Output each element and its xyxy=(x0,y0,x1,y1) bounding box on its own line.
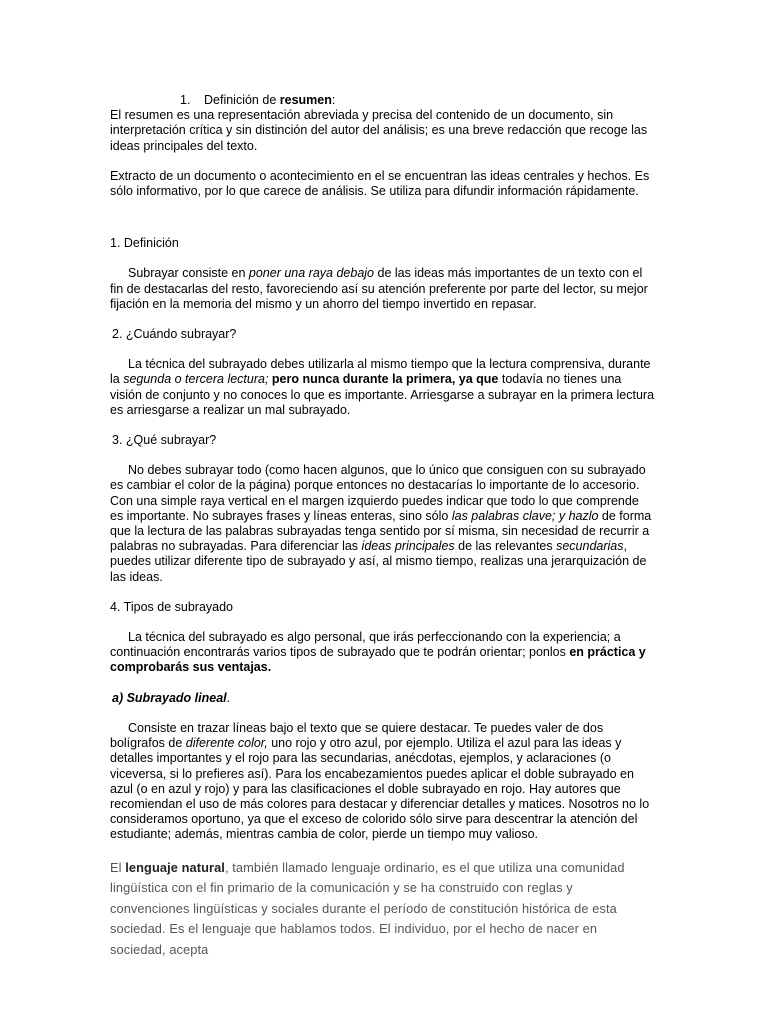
heading-colon: : xyxy=(331,93,336,107)
text-run: No debes subrayar todo (como hacen algunos, que lo único que consiguen con su subrayado es cambiar el color de la página) porque entonces no destacarías lo importante de lo accesorio. Con una simple raya vertical en el margen izquierdo puedes indicar que todo lo que comprende es importante. No subrayes frases y líneas enteras, sino sólo xyxy=(110,463,646,523)
paragraph-que-subrayar xyxy=(110,463,655,585)
text-run-italic: segunda o tercera lectura; xyxy=(123,372,269,387)
heading-cuando-subrayar: 2. ¿Cuándo subrayar? xyxy=(112,327,237,342)
heading-text: Definición de xyxy=(204,93,280,107)
paragraph-resumen-1: El resumen es una representación abreviada y precisa del contenido de un documento, sin interpretación crítica y sin distinción del autor del análisis; es una breve redacción que recoge las ideas principales del texto. xyxy=(110,108,648,153)
document-page xyxy=(110,93,655,960)
text-run-italic: diferente color, xyxy=(185,736,268,751)
heading-tipos-subrayado: 4. Tipos de subrayado xyxy=(110,599,233,614)
text-run: Consiste en trazar líneas bajo el texto que se quiere destacar. Te puedes valer de dos bolígrafos de xyxy=(110,720,604,751)
text-run-italic: ideas principales xyxy=(361,539,455,554)
text-run-bold: lenguaje natural xyxy=(125,859,225,875)
heading-definicion-resumen xyxy=(110,93,655,108)
paragraph-definicion xyxy=(110,266,655,312)
heading-subrayado-lineal xyxy=(110,691,655,706)
text-run: La técnica del subrayado debes utilizarla al mismo tiempo que la lectura comprensiva, durante la xyxy=(110,357,651,387)
text-run: El xyxy=(110,859,126,875)
text-run-bold: en práctica y comprobarás sus ventajas. xyxy=(110,645,646,675)
text-run: , puedes utilizar diferente tipo de subrayado y así, al mismo tiempo, realizas una jerarquización de las ideas. xyxy=(110,539,647,584)
heading-period: . xyxy=(226,690,231,705)
text-run-italic: poner una raya debajo xyxy=(248,266,375,281)
text-run: uno rojo y otro azul, por ejemplo. Utiliza el azul para las ideas y detalles importantes y el rojo para las secundarias, anécdotas, ejemplos, y aclaraciones (o viceversa, si lo prefieres así). Para los encabezamientos puedes aplicar el doble subrayado en azul (o en azul y rojo) y para las clasificaciones el doble subrayado en rojo. Hay autores que recomiendan el uso de más colores para destacar y diferenciar detalles y matices. Nosotros no lo consideramos oportuno, ya que el exceso de colorido sólo sirve para descentrar la atención del estudiante; además, mientras cambia de color, pierde un tiempo muy valioso. xyxy=(110,736,650,842)
text-run: Subrayar consiste en xyxy=(128,266,249,281)
text-run: La técnica del subrayado es algo personal, que irás perfeccionando con la experiencia; a continuación encontrarás varios tipos de subrayado que te podrán orientar; ponlos xyxy=(110,630,621,660)
paragraph-tipos-subrayado xyxy=(110,630,655,676)
text-run: todavía no tienes una visión de conjunto y no conoces lo que es importante. Arriesgarse a subrayar en la primera lectura es arriesgarse a realizar un mal subrayado. xyxy=(110,372,655,417)
paragraph-lenguaje-natural xyxy=(110,858,655,961)
heading-number: 1. xyxy=(180,93,191,107)
paragraph-resumen-2: Extracto de un documento o acontecimiento en el se encuentran las ideas centrales y hechos. Es sólo informativo, por lo que carece de análisis. Se utiliza para difundir información rápidamente. xyxy=(110,168,650,199)
paragraph-subrayado-lineal xyxy=(110,721,655,843)
heading-que-subrayar: 3. ¿Qué subrayar? xyxy=(112,433,217,448)
heading-definicion: 1. Definición xyxy=(110,236,179,251)
heading-text: a) Subrayado lineal xyxy=(112,690,227,705)
text-run: , también llamado lenguaje ordinario, es el que utiliza una comunidad lingüística con el fin primario de la comunicación y se ha construido con reglas y convenciones lingüísticas y sociales durante el período de constitución histórica de esta sociedad. Es el lenguaje que hablamos todos. El individuo, por el hecho de nacer en sociedad, acepta xyxy=(110,859,625,957)
text-run-bold: pero nunca durante la primera, ya que xyxy=(271,372,499,387)
text-run: de forma que la lectura de las palabras subrayadas tenga sentido por sí misma, sin necesidad de recurrir a palabras no subrayadas. Para diferenciar las xyxy=(110,508,652,554)
paragraph-cuando-subrayar xyxy=(110,357,655,418)
text-run: de las ideas más importantes de un texto con el fin de destacarlas del resto, favoreciendo así su atención preferente por parte del lector, su mejor fijación en la memoria del mismo y un ahorro del tiempo invertido en repasar. xyxy=(110,266,648,311)
text-run-italic: secundarias xyxy=(556,539,624,554)
heading-bold: resumen xyxy=(279,93,332,107)
text-run-italic: las palabras clave; y hazlo xyxy=(451,508,599,523)
text-run: de las relevantes xyxy=(454,539,557,554)
